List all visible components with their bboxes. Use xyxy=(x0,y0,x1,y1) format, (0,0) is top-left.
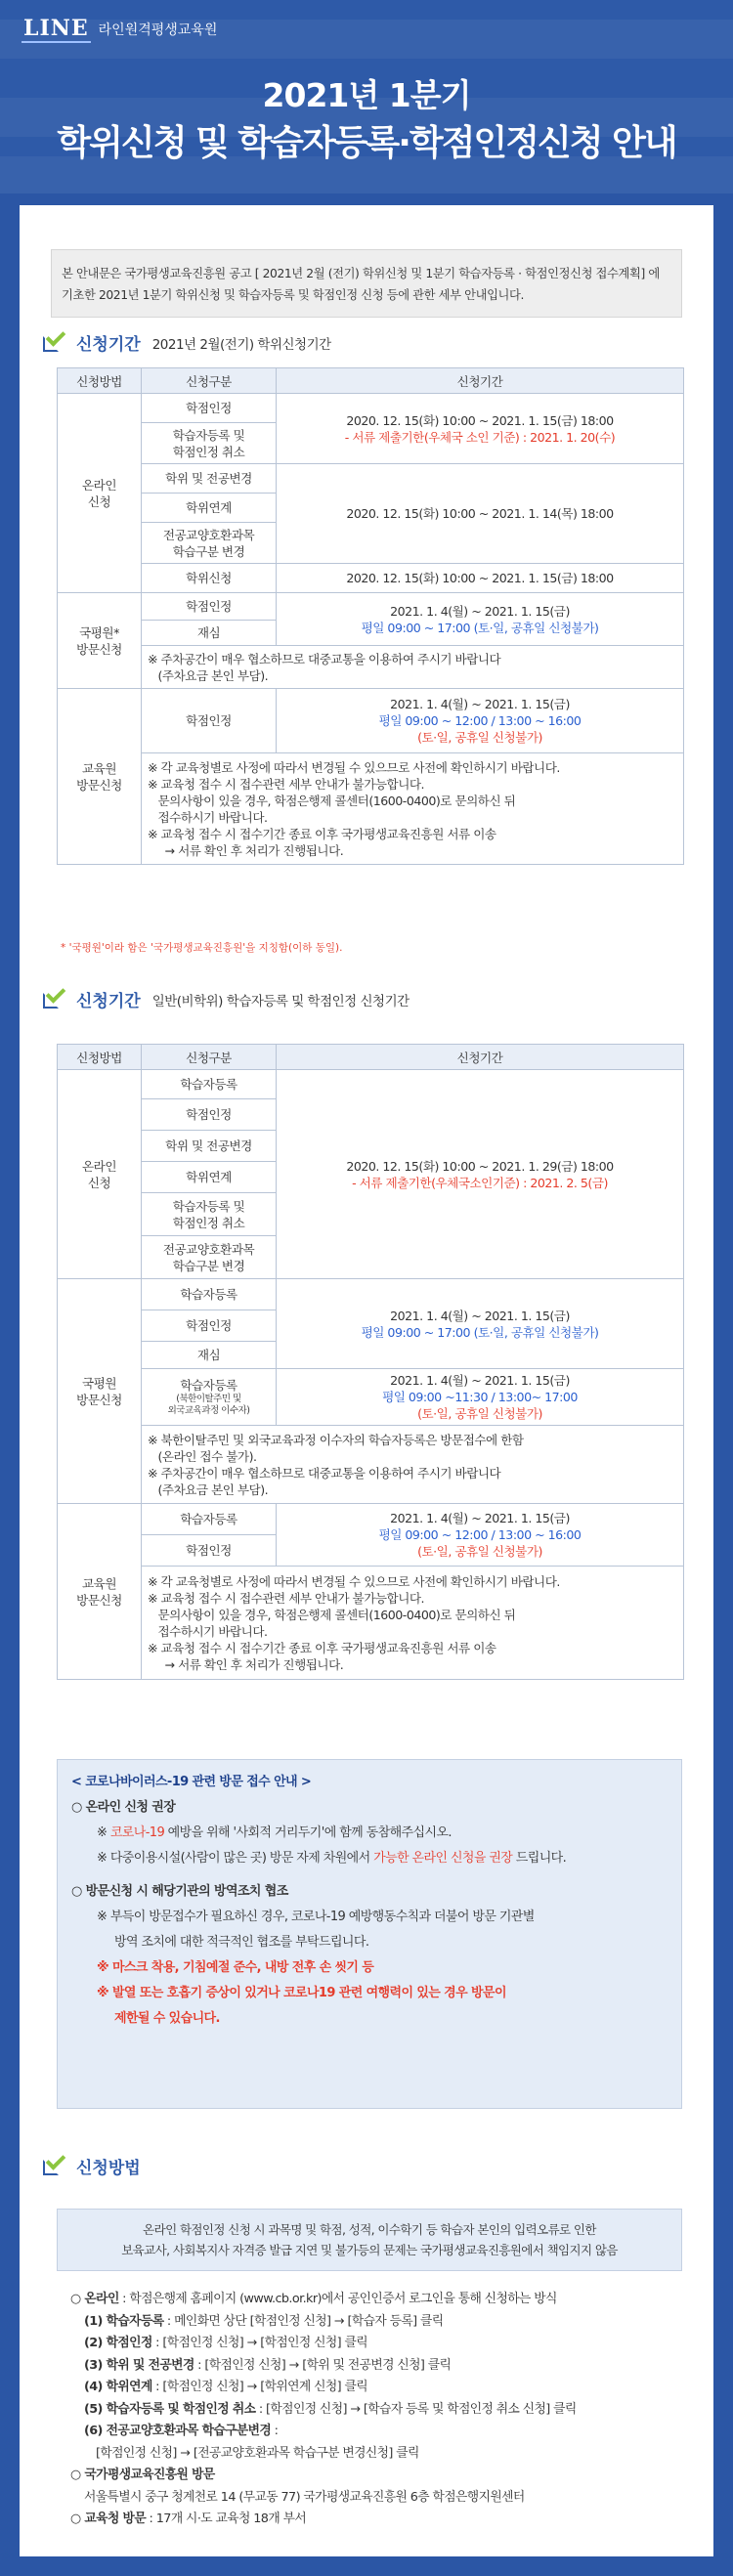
step-line: (2) 학점인정 : [학점인정 신청] → [학점인정 신청] 클릭 xyxy=(84,2336,368,2350)
period-cell: 2020. 12. 15(화) 10:00 ~ 2021. 1. 14(목) 18:00 xyxy=(277,464,684,564)
type-cell: 학습자등록 (북한이탈주민 및 외국교육과정 이수자) xyxy=(142,1369,277,1426)
content-panel xyxy=(20,205,713,2556)
type-cell: 학점인정 xyxy=(142,1099,277,1131)
page-title-line2: 학위신청 및 학습자등록·학점인정신청 안내 xyxy=(57,123,676,163)
footnote: * '국평원'이라 함은 '국가평생교육진흥원'을 지칭함(이하 동일). xyxy=(61,942,343,954)
step-line: ○ 교육청 방문 : 17개 시·도 교육청 18개 부서 xyxy=(70,2512,307,2526)
type-cell: 전공교양호환과목 학습구분 변경 xyxy=(142,523,277,564)
type-cell: 학위연계 xyxy=(142,494,277,523)
type-cell: 학습자등록 xyxy=(142,1070,277,1099)
section-subtitle: 일반(비학위) 학습자등록 및 학점인정 신청기간 xyxy=(151,993,410,1009)
section-title: 신청방법 xyxy=(76,2159,141,2178)
type-cell: 학습자등록 xyxy=(142,1504,277,1535)
step-line: ○ 온라인 : 학점은행제 홈페이지 (www.cb.or.kr)에서 공인인증서 로그인을 통해 신청하는 방식 xyxy=(70,2292,557,2306)
period-cell: 2021. 1. 4(월) ~ 2021. 1. 15(금) 평일 09:00 ~ 12:00 / 13:00 ~ 16:00 (토·일, 공휴일 신청불가) xyxy=(277,689,684,753)
page-title-line1: 2021년 1분기 xyxy=(262,76,471,114)
note-cell: ※ 북한이탈주민 및 외국교육과정 이수자의 학습자등록은 방문접수에 한함 (온라인 접수 불가). ※ 주차공간이 매우 협소하므로 대중교통을 이용하여 주시기 바랍니다 (주차요금 본인 부담). xyxy=(142,1426,684,1504)
corona-line: ※ 발열 또는 호흡기 증상이 있거나 코로나19 관련 여행력이 있는 경우 방문이 xyxy=(97,1986,506,2000)
section-heading-method xyxy=(41,2154,141,2178)
step-line: (4) 학위연계 : [학점인정 신청] → [학위연계 신청] 클릭 xyxy=(84,2380,368,2394)
corona-line: 방역 조치에 대한 적극적인 협조를 부탁드립니다. xyxy=(114,1935,369,1950)
period-cell: 2021. 1. 4(월) ~ 2021. 1. 15(금) 평일 09:00 ~ 12:00 / 13:00 ~ 16:00 (토·일, 공휴일 신청불가) xyxy=(277,1504,684,1567)
method-online: 온라인 신청 xyxy=(58,1070,142,1279)
type-cell: 학점인정 xyxy=(142,394,277,423)
period-cell: 2020. 12. 15(화) 10:00 ~ 2021. 1. 15(금) 18:00 - 서류 제출기한(우체국 소인 기준) : 2021. 1. 20(수) xyxy=(277,394,684,464)
section-heading-period-1 xyxy=(41,330,331,355)
method-steps xyxy=(70,2289,686,2531)
col-header-type: 신청구분 xyxy=(142,368,277,394)
type-cell: 학습자등록 및 학점인정 취소 xyxy=(142,423,277,464)
type-cell: 전공교양호환과목 학습구분 변경 xyxy=(142,1236,277,1279)
method-edu-visit: 교육원 방문신청 xyxy=(58,1504,142,1680)
type-cell: 재심 xyxy=(142,1342,277,1369)
type-cell: 학위연계 xyxy=(142,1162,277,1193)
corona-line: ※ 코로나-19 예방을 위해 '사회적 거리두기'에 함께 동참해주십시오. xyxy=(97,1825,452,1840)
type-cell: 학습자등록 xyxy=(142,1279,277,1310)
type-cell: 학위 및 전공변경 xyxy=(142,464,277,494)
corona-line: ○ 방문신청 시 해당기관의 방역조치 협조 xyxy=(71,1884,288,1899)
check-icon xyxy=(41,988,70,1011)
section-title: 신청기간 xyxy=(76,992,141,1011)
type-cell: 학위 및 전공변경 xyxy=(142,1131,277,1162)
type-cell: 학점인정 xyxy=(142,1310,277,1342)
period-cell: 2020. 12. 15(화) 10:00 ~ 2021. 1. 29(금) 18:00 - 서류 제출기한(우체국소인기준) : 2021. 2. 5(금) xyxy=(277,1070,684,1279)
corona-notice-box xyxy=(57,1759,682,2109)
method-nile-visit: 국평원 방문신청 xyxy=(58,1279,142,1504)
type-cell: 재심 xyxy=(142,621,277,646)
step-line: [학점인정 신청] → [전공교양호환과목 학습구분 변경신청] 클릭 xyxy=(96,2445,419,2461)
check-icon xyxy=(41,331,70,355)
note-cell: ※ 각 교육청별로 사정에 따라서 변경될 수 있으므로 사전에 확인하시기 바랍니다. ※ 교육청 접수 시 접수관련 세부 안내가 불가능합니다. 문의사항이 있을 경우, 학점은행제 콜센터(1600-0400)로 문의하신 뒤 접수하시기 바랍니다. ※ 교육청 접수 시 접수기간 종료 이후 국가평생교육진흥원 서류 이송 → 서류 확인 후 처리가 진행됩니다. xyxy=(142,1567,684,1680)
table-general-period xyxy=(57,1044,684,1680)
period-cell: 2021. 1. 4(월) ~ 2021. 1. 15(금) 평일 09:00 ~11:30 / 13:00~ 17:00 (토·일, 공휴일 신청불가) xyxy=(277,1369,684,1426)
col-header-method: 신청방법 xyxy=(58,1045,142,1070)
type-cell: 학습자등록 및 학점인정 취소 xyxy=(142,1193,277,1236)
type-cell: 학점인정 xyxy=(142,689,277,753)
logo-mark: LINE xyxy=(23,16,89,41)
col-header-method: 신청방법 xyxy=(58,368,142,394)
logo-org-name: 라인원격평생교육원 xyxy=(98,22,218,38)
corona-title: < 코로나바이러스-19 관련 방문 접수 안내 > xyxy=(71,1775,312,1789)
period-cell: 2020. 12. 15(화) 10:00 ~ 2021. 1. 15(금) 18:00 xyxy=(277,564,684,593)
step-line: 서울특별시 중구 청계천로 14 (무교동 77) 국가평생교육진흥원 6층 학점은행지원센터 xyxy=(84,2489,525,2505)
type-cell: 학점인정 xyxy=(142,593,277,621)
corona-line: 제한될 수 있습니다. xyxy=(114,2011,220,2026)
logo[interactable] xyxy=(22,16,217,43)
method-nile-visit: 국평원* 방문신청 xyxy=(58,593,142,689)
col-header-type: 신청구분 xyxy=(142,1045,277,1070)
step-line: (5) 학습자등록 및 학점인정 취소 : [학점인정 신청] → [학습자 등록 및 학점인정 취소 신청] 클릭 xyxy=(84,2401,577,2417)
table-degree-period xyxy=(57,367,684,865)
method-warning-box: 온라인 학점인정 신청 시 과목명 및 학점, 성적, 이수학기 등 학습자 본인의 입력오류로 인한 보육교사, 사회복지사 자격증 발급 지연 및 불가등의 문제는 국가평생교육진흥원에서 책임지지 않음 xyxy=(57,2209,682,2271)
col-header-period: 신청기간 xyxy=(277,368,684,394)
intro-box: 본 안내문은 국가평생교육진흥원 공고 [ 2021년 2월 (전기) 학위신청 및 1분기 학습자등록 · 학점인정신청 접수계획] 에 기초한 2021년 1분기 학위신청 및 학습자등록 및 학점인정 신청 등에 관한 세부 안내입니다. xyxy=(51,249,682,318)
note-cell: ※ 각 교육청별로 사정에 따라서 변경될 수 있으므로 사전에 확인하시기 바랍니다. ※ 교육청 접수 시 접수관련 세부 안내가 불가능합니다. 문의사항이 있을 경우, 학점은행제 콜센터(1600-0400)로 문의하신 뒤 접수하시기 바랍니다. ※ 교육청 접수 시 접수기간 종료 이후 국가평생교육진흥원 서류 이송 → 서류 확인 후 처리가 진행됩니다. xyxy=(142,753,684,865)
step-line: ○ 국가평생교육진흥원 방문 xyxy=(70,2468,215,2482)
method-online: 온라인 신청 xyxy=(58,394,142,593)
type-cell: 학위신청 xyxy=(142,564,277,593)
period-cell: 2021. 1. 4(월) ~ 2021. 1. 15(금) 평일 09:00 ~ 17:00 (토·일, 공휴일 신청불가) xyxy=(277,593,684,646)
corona-line: ○ 온라인 신청 권장 xyxy=(71,1800,176,1815)
step-line: (3) 학위 및 전공변경 : [학점인정 신청] → [학위 및 전공변경 신청] 클릭 xyxy=(84,2357,452,2373)
hero-banner xyxy=(0,0,733,193)
section-heading-period-2 xyxy=(41,987,410,1011)
step-line: (6) 전공교양호환과목 학습구분변경 : xyxy=(84,2424,279,2438)
corona-line: ※ 다중이용시설(사람이 많은 곳) 방문 자제 차원에서 가능한 온라인 신청을 권장 드립니다. xyxy=(97,1851,567,1866)
corona-line: ※ 부득이 방문접수가 필요하신 경우, 코로나-19 예방행동수칙과 더불어 방문 기관별 xyxy=(97,1910,535,1924)
corona-line: ※ 마스크 착용, 기침예절 준수, 내방 전후 손 씻기 등 xyxy=(97,1960,374,1975)
method-edu-visit: 교육원 방문신청 xyxy=(58,689,142,865)
col-header-period: 신청기간 xyxy=(277,1045,684,1070)
step-line: (1) 학습자등록 : 메인화면 상단 [학점인정 신청] → [학습자 등록] 클릭 xyxy=(84,2313,444,2329)
type-cell: 학점인정 xyxy=(142,1535,277,1567)
check-icon xyxy=(41,2155,70,2178)
section-subtitle: 2021년 2월(전기) 학위신청기간 xyxy=(151,336,331,353)
period-cell: 2021. 1. 4(월) ~ 2021. 1. 15(금) 평일 09:00 ~ 17:00 (토·일, 공휴일 신청불가) xyxy=(277,1279,684,1369)
section-title: 신청기간 xyxy=(76,335,141,355)
note-cell: ※ 주차공간이 매우 협소하므로 대중교통을 이용하여 주시기 바랍니다 (주차요금 본인 부담). xyxy=(142,646,684,689)
